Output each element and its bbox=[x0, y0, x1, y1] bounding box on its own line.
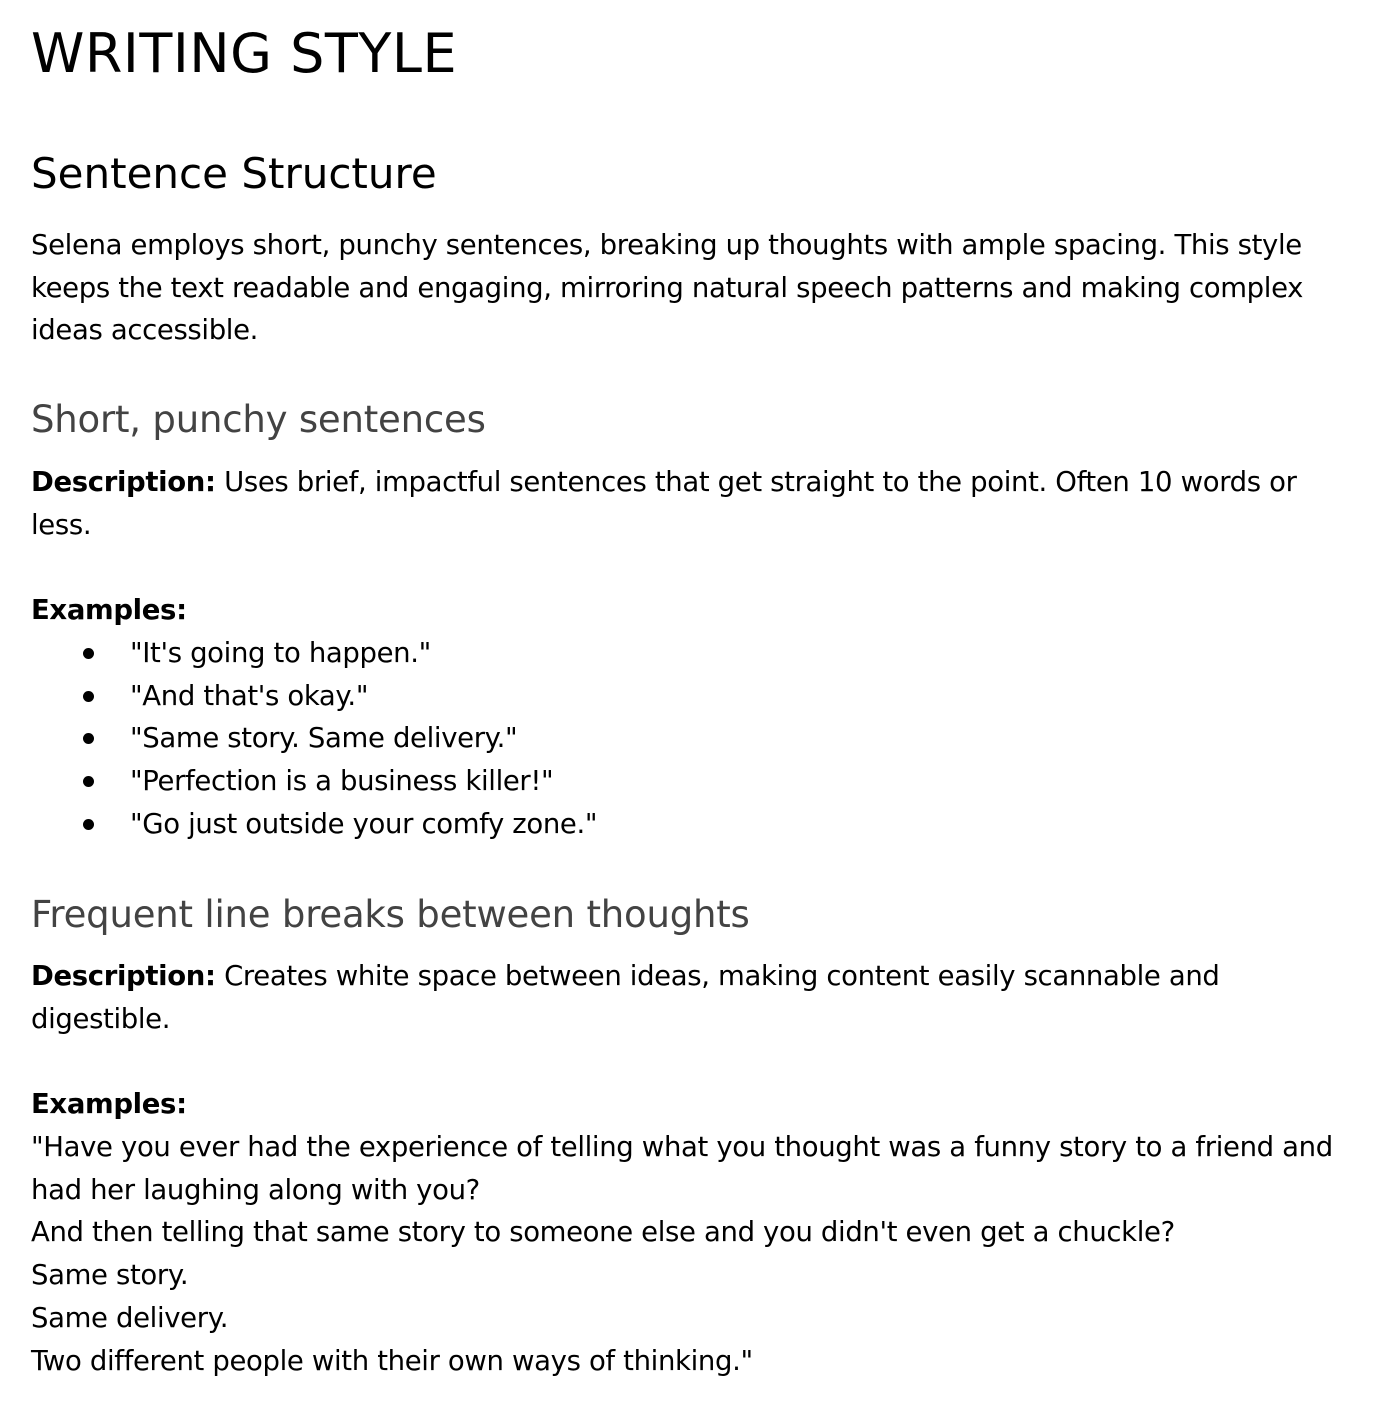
bullet-icon bbox=[83, 819, 94, 830]
description-text: Uses brief, impactful sentences that get straight to the point. Often 10 words or less. bbox=[31, 466, 1297, 541]
bullet-icon bbox=[83, 733, 94, 744]
section-heading: Sentence Structure bbox=[31, 149, 437, 198]
example-line: And then telling that same story to someone else and you didn't even get a chuckle? bbox=[31, 1216, 1175, 1249]
example-line: Same delivery. bbox=[31, 1301, 229, 1334]
bullet-icon bbox=[83, 776, 94, 787]
subsection-description bbox=[31, 955, 1341, 1040]
examples-label: Examples: bbox=[31, 1088, 187, 1120]
bullet-icon bbox=[83, 691, 94, 702]
description-label: Description: bbox=[31, 960, 216, 992]
list-item bbox=[31, 675, 597, 718]
example-block bbox=[31, 1126, 1351, 1382]
subsection-heading-line-breaks: Frequent line breaks between thoughts bbox=[31, 893, 750, 936]
description-text: Creates white space between ideas, making content easily scannable and digestible. bbox=[31, 960, 1220, 1035]
list-item bbox=[31, 632, 597, 675]
example-text: "Same story. Same delivery." bbox=[130, 722, 518, 755]
bullet-icon bbox=[83, 648, 94, 659]
example-text: "It's going to happen." bbox=[130, 637, 431, 669]
section-intro: Selena employs short, punchy sentences, breaking up thoughts with ample spacing. This style keeps the text readable and engaging, mirroring natural speech patterns and making complex ideas accessible. bbox=[31, 229, 1304, 347]
examples-list bbox=[31, 632, 597, 846]
example-text: "Go just outside your comfy zone." bbox=[130, 807, 598, 840]
list-item bbox=[31, 803, 597, 846]
example-text: "Perfection is a business killer!" bbox=[130, 765, 554, 798]
examples-label: Examples: bbox=[31, 594, 187, 626]
list-item bbox=[31, 760, 597, 803]
example-line: "Have you ever had the experience of telling what you thought was a funny story to a friend and had her laughing along with you? bbox=[31, 1131, 1333, 1206]
subsection-description bbox=[31, 461, 1341, 546]
example-line: Two different people with their own ways of thinking." bbox=[31, 1344, 753, 1377]
document-title: WRITING STYLE bbox=[31, 22, 458, 85]
example-line: Same story. bbox=[31, 1259, 189, 1292]
subsection-heading-short-sentences: Short, punchy sentences bbox=[31, 398, 486, 441]
list-item bbox=[31, 717, 597, 760]
example-text: "And that's okay." bbox=[130, 679, 369, 712]
description-label: Description: bbox=[31, 466, 216, 498]
